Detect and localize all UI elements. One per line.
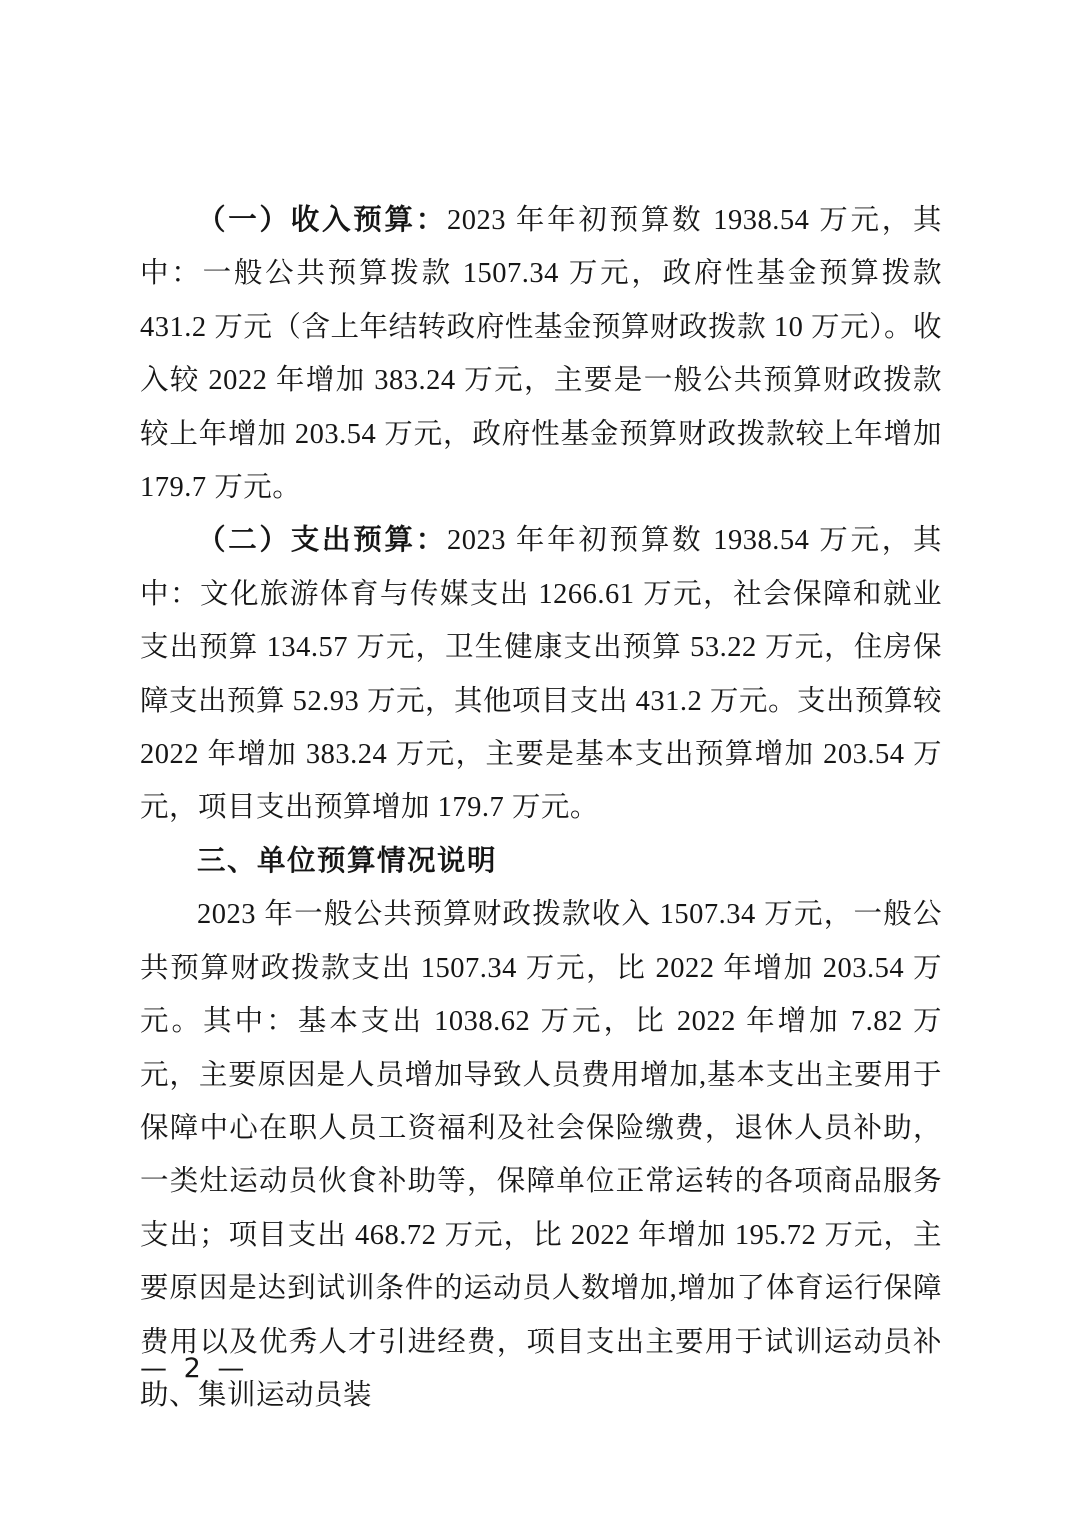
document-body [140, 194, 942, 1422]
paragraph-expense-text: 2023 年年初预算数 1938.54 万元，其中：文化旅游体育与传媒支出 1266.61 万元，社会保障和就业支出预算 134.57 万元，卫生健康支出预算 53.22 万元，住房保障支出预算 52.93 万元，其他项目支出 431.2 万元。支出预算较 2022 年增加 383.24 万元，主要是基本支出预算增加 203.54 万元，项目支出预算增加 179.7 万元。 [140, 525, 942, 824]
section-heading: 三、单位预算情况说明 [197, 844, 498, 877]
paragraph-expense-lead: （二）支出预算： [197, 525, 447, 557]
paragraph-income-budget [140, 194, 942, 514]
paragraph-budget-explanation: 2023 年一般公共预算财政拨款收入 1507.34 万元，一般公共预算财政拨款支出 1507.34 万元，比 2022 年增加 203.54 万元。其中：基本支出 1038.62 万元，比 2022 年增加 7.82 万元，主要原因是人员增加导致人员费用增加,基本支出主要用于保障中心在职人员工资福利及社会保险缴费，退休人员补助，一类灶运动员伙食补助等，保障单位正常运转的各项商品服务支出；项目支出 468.72 万元，比 2022 年增加 195.72 万元，主要原因是达到试训条件的运动员人数增加,增加了体育运行保障费用以及优秀人才引进经费，项目支出主要用于试训运动员补助、集训运动员装 [140, 899, 942, 1411]
page-number: — 2 — [140, 1353, 249, 1384]
paragraph-income-text: 2023 年年初预算数 1938.54 万元，其中：一般公共预算拨款 1507.34 万元，政府性基金预算拨款 431.2 万元（含上年结转政府性基金预算财政拨款 10 万元）。收入较 2022 年增加 383.24 万元，主要是一般公共预算财政拨款较上年增加 203.54 万元，政府性基金预算财政拨款较上年增加 179.7 万元。 [140, 205, 942, 504]
paragraph-expense-budget [140, 514, 942, 834]
paragraph-income-lead: （一）收入预算： [197, 205, 447, 236]
